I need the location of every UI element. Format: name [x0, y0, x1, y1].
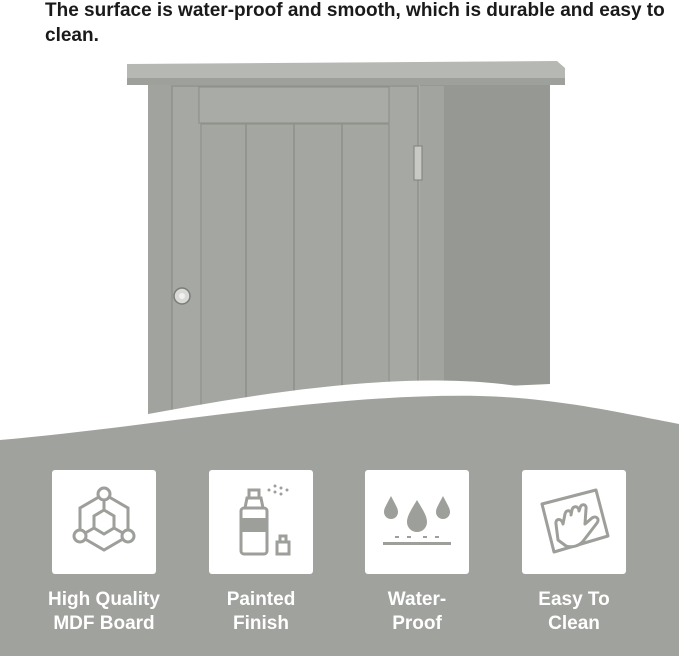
- feature-card: [52, 470, 156, 574]
- feature-card: [365, 470, 469, 574]
- feature-card: [522, 470, 626, 574]
- cube-network-icon: [66, 484, 142, 560]
- feature-mdf-board: [48, 470, 160, 634]
- feature-easy-clean: [522, 470, 626, 634]
- feature-painted-finish: [209, 470, 313, 634]
- spray-can-icon: [223, 482, 299, 562]
- feature-label: Painted Finish: [226, 589, 296, 634]
- feature-water-proof: [365, 470, 469, 634]
- wiping-hand-icon: [534, 484, 614, 560]
- headline-text: The surface is water-proof and smooth, which is durable and easy to clean.: [45, 0, 665, 46]
- feature-card: [209, 470, 313, 574]
- feature-label: High Quality MDF Board: [48, 589, 160, 634]
- feature-label: Water- Proof: [387, 589, 447, 634]
- feature-label: Easy To Clean: [538, 589, 610, 634]
- water-drops-icon: [379, 492, 455, 552]
